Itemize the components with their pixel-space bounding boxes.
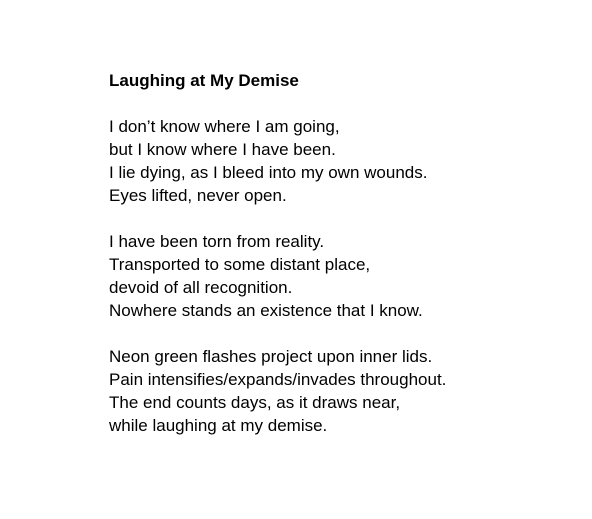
stanza-1	[109, 115, 569, 207]
poem-line: while laughing at my demise.	[109, 416, 328, 435]
poem-line: Nowhere stands an existence that I know.	[109, 301, 423, 320]
poem-line: devoid of all recognition.	[109, 278, 293, 297]
poem-line: I lie dying, as I bleed into my own wounds.	[109, 163, 428, 182]
poem-title: Laughing at My Demise	[109, 71, 299, 90]
poem-line: I don’t know where I am going,	[109, 117, 340, 136]
poem-line: Neon green flashes project upon inner lids.	[109, 347, 433, 366]
poem-line: but I know where I have been.	[109, 140, 336, 159]
stanza-3	[109, 345, 569, 437]
poem-line: Pain intensifies/expands/invades throughout.	[109, 370, 447, 389]
poem-line: The end counts days, as it draws near,	[109, 393, 401, 412]
poem-line: I have been torn from reality.	[109, 232, 325, 251]
poem	[109, 70, 569, 437]
poem-line: Transported to some distant place,	[109, 255, 371, 274]
poem-line: Eyes lifted, never open.	[109, 186, 287, 205]
stanza-2	[109, 230, 569, 322]
